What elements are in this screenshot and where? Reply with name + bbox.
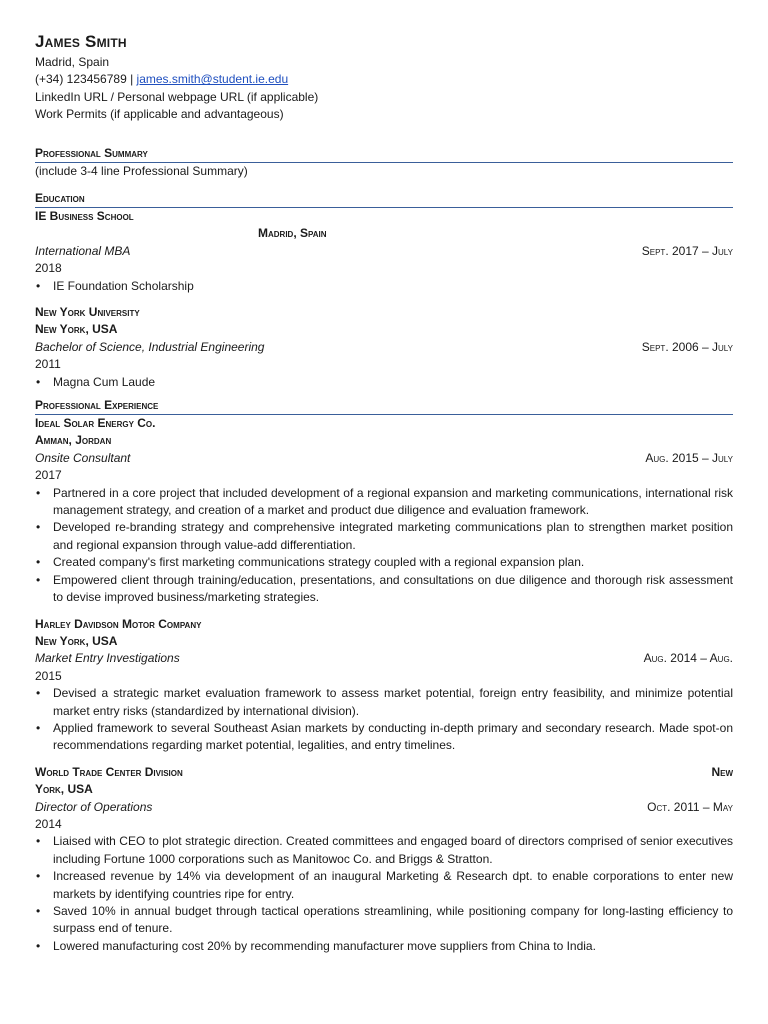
bullet-text: Liaised with CEO to plot strategic direction. Created committees and engaged board of directors comprised of senior executives including Fortune 1000 corporations such as Manitowoc Co. and Briggs & Stratton. (53, 834, 733, 866)
list-item (35, 833, 733, 868)
role-title: Director of Operations (35, 799, 153, 814)
summary-heading: Professional Summary (35, 145, 733, 163)
bullet-text: Increased revenue by 14% via development of an inaugural Marketing & Research dpt. to enable corporations to enter new markets by identifying countries ripe for entry. (53, 869, 733, 901)
bullet-point: • (36, 720, 41, 735)
company-location: New York, USA (35, 633, 118, 648)
summary-section (35, 145, 733, 180)
bullet-point: • (36, 555, 41, 570)
bullet-text: Lowered manufacturing cost 20% by recommending manufacturer move suppliers from China to India. (53, 938, 596, 953)
company-location-part1: New (711, 764, 733, 779)
candidate-location: Madrid, Spain (35, 55, 110, 69)
degree-row (35, 339, 733, 356)
experience-bullets (35, 485, 733, 607)
summary-text: (include 3-4 line Professional Summary) (35, 163, 248, 178)
resume-content (35, 31, 733, 955)
role-dates: Oct. 2011 – May (647, 799, 733, 814)
list-item (35, 720, 733, 755)
education-heading: Education (35, 190, 733, 208)
bullet-point: • (36, 686, 41, 701)
email-link[interactable]: james.smith@student.ie.edu (136, 72, 289, 87)
company-location: Amman, Jordan (35, 433, 112, 448)
degree-end-year: 2018 (35, 261, 62, 276)
list-item (35, 572, 733, 607)
list-item (35, 868, 733, 903)
list-item (35, 374, 733, 391)
role-title: Market Entry Investigations (35, 651, 180, 666)
list-item (35, 938, 733, 955)
bullet-text: Created company's first marketing communications strategy coupled with a regional expansion plan. (53, 555, 585, 570)
linkedin-line: LinkedIn URL / Personal webpage URL (if applicable) (35, 89, 319, 104)
bullet-point: • (36, 374, 41, 389)
school-name: IE Business School (35, 209, 134, 224)
bullet-point: • (36, 278, 41, 293)
list-item (35, 519, 733, 554)
experience-bullets (35, 685, 733, 755)
experience-entry (35, 616, 733, 755)
list-item (35, 685, 733, 720)
role-row (35, 450, 733, 467)
role-end-year: 2017 (35, 468, 62, 483)
work-permits-line: Work Permits (if applicable and advantageous) (35, 107, 284, 122)
experience-bullets (35, 833, 733, 955)
candidate-name: James Smith (35, 32, 127, 51)
bullet-text: IE Foundation Scholarship (53, 278, 194, 293)
school-name: New York University (35, 305, 140, 320)
bullet-text: Applied framework to several Southeast Asian markets by conducting in-depth primary and secondary research. Made spot-on recommendations regarding market potential, legalities, and entry timelines. (53, 720, 733, 753)
bullet-point: • (36, 485, 41, 500)
list-item (35, 278, 733, 295)
company-name: Ideal Solar Energy Co. (35, 416, 156, 431)
education-entry (35, 304, 733, 391)
bullet-point: • (36, 938, 41, 953)
bullet-text: Devised a strategic market evaluation framework to assess market potential, foreign entry feasibility, and minimize potential market entry risks (standardized by international division). (53, 686, 733, 718)
role-dates: Aug. 2015 – July (645, 450, 733, 465)
company-row (35, 764, 733, 781)
bullet-point: • (36, 903, 41, 918)
role-dates: Aug. 2014 – Aug. (643, 651, 733, 666)
phone-number: (+34) 123456789 | (35, 72, 137, 87)
company-name: Harley Davidson Motor Company (35, 616, 202, 631)
degree-title: Bachelor of Science, Industrial Engineering (35, 339, 265, 354)
role-row (35, 650, 733, 667)
experience-heading: Professional Experience (35, 397, 733, 415)
education-bullets (35, 278, 733, 295)
bullet-text: Partnered in a core project that included development of a regional expansion and marketing communications, international risk management strategy, and creation of a market and product due diligence and evaluation framework. (53, 485, 733, 518)
list-item (35, 485, 733, 520)
company-location-part2: York, USA (35, 782, 93, 797)
education-entry (35, 208, 733, 295)
bullet-point: • (36, 834, 41, 849)
role-title: Onsite Consultant (35, 450, 131, 465)
bullet-text: Magna Cum Laude (53, 374, 156, 389)
bullet-text: Developed re-branding strategy and comprehensive integrated marketing communications plan to strengthen market position and regional expansion through value-add differentiation. (53, 520, 733, 552)
company-name: World Trade Center Division (35, 764, 183, 779)
list-item (35, 554, 733, 571)
bullet-point: • (36, 572, 41, 587)
school-location: Madrid, Spain (258, 226, 327, 241)
bullet-point: • (36, 869, 41, 884)
list-item (35, 903, 733, 938)
bullet-point: • (36, 520, 41, 535)
role-end-year: 2015 (35, 668, 62, 683)
degree-title: International MBA (35, 243, 131, 258)
experience-entry (35, 415, 733, 606)
degree-row (35, 243, 733, 260)
role-end-year: 2014 (35, 816, 62, 831)
bullet-text: Saved 10% in annual budget through tactical operations streamlining, while positioning company for long-lasting efficiency to surpass end of tenure. (53, 903, 733, 936)
education-section (35, 190, 733, 391)
role-row (35, 799, 733, 816)
degree-dates: Sept. 2017 – July (641, 243, 733, 258)
education-bullets (35, 374, 733, 391)
school-location: New York, USA (35, 322, 118, 337)
degree-end-year: 2011 (35, 357, 61, 372)
contact-line (35, 71, 733, 88)
degree-dates: Sept. 2006 – July (641, 339, 733, 354)
experience-section (35, 397, 733, 955)
experience-entry (35, 764, 733, 955)
bullet-text: Empowered client through training/education, presentations, and consultations on due diligence and thorough risk assessment to devise improved business/marketing strategies. (53, 572, 733, 605)
